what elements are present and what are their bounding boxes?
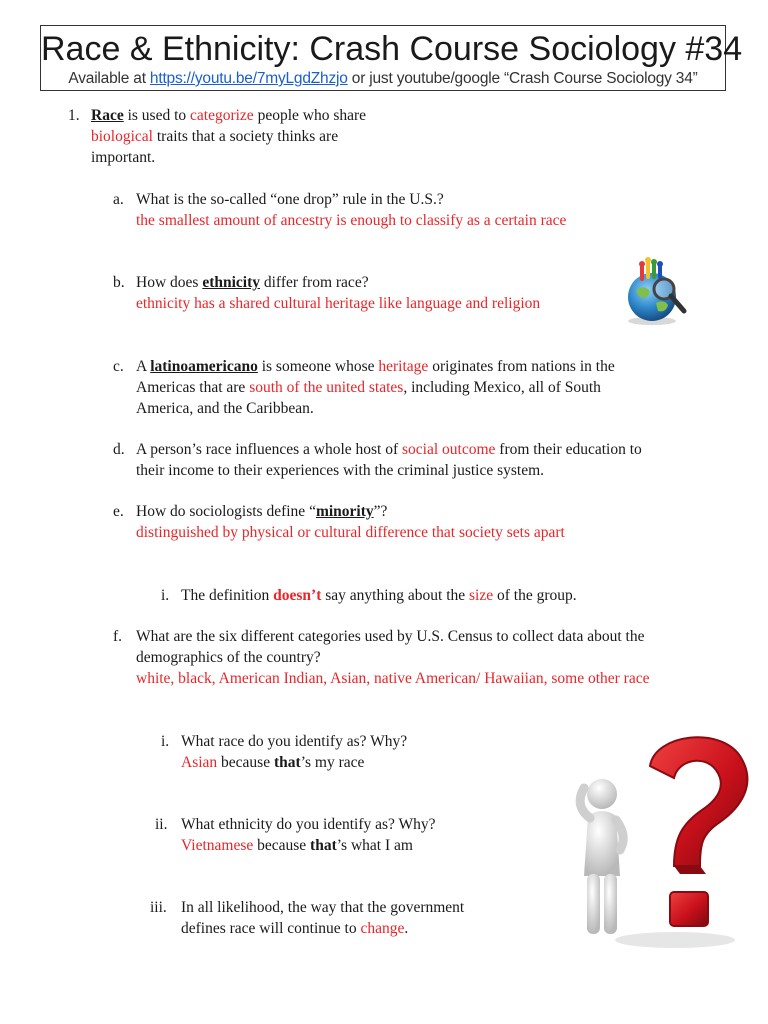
qd-text: from their education to <box>495 441 642 458</box>
qe-question <box>136 501 387 522</box>
qf-iii-line1: In all likelihood, the way that the government <box>181 899 465 916</box>
q1-text: people who share <box>253 107 367 124</box>
qc-line2 <box>136 377 601 398</box>
qf-i-text: because <box>217 754 274 771</box>
qf-ii-answer <box>181 835 413 856</box>
answer-south: south of the united states <box>249 379 404 396</box>
q1-line1 <box>91 105 366 126</box>
video-link[interactable]: https://youtu.be/7myLgdZhzjo <box>149 70 348 87</box>
answer-heritage: heritage <box>378 358 429 375</box>
answer-size: size <box>469 587 494 604</box>
qf-i-answer <box>181 752 364 773</box>
globe-magnifier-icon <box>622 255 688 327</box>
qc-text: , including Mexico, all of South <box>403 379 601 396</box>
qa-answer: the smallest amount of ancestry is enough to classify as a certain race <box>136 212 567 229</box>
qf-iii-marker: iii. <box>150 899 167 916</box>
term-race: Race <box>91 107 124 124</box>
qa-marker: a. <box>113 191 124 208</box>
qe-sub-line <box>181 585 577 606</box>
qf-ii-bold: that <box>310 837 337 854</box>
answer-social-outcome: social outcome <box>402 441 496 458</box>
availability-line <box>41 70 725 88</box>
answer-doesnt: doesn’t <box>273 587 322 604</box>
term-minority: minority <box>315 503 374 520</box>
term-ethnicity: ethnicity <box>202 274 260 291</box>
avail-suffix: or just youtube/google “Crash Course Sociology 34” <box>347 70 698 87</box>
qb-marker: b. <box>113 274 125 291</box>
qe-marker: e. <box>113 503 124 520</box>
qe-text: How do sociologists define “ <box>136 503 316 520</box>
qd-text: A person’s race influences a whole host of <box>136 441 403 458</box>
answer-biological: biological <box>91 128 153 145</box>
qf-ii-text: because <box>253 837 311 854</box>
answer-change: change <box>360 920 405 937</box>
qf-i-text: ’s my race <box>300 754 365 771</box>
term-latinoamericano: latinoamericano <box>150 358 258 375</box>
q1-text: traits that a society thinks are <box>153 128 339 145</box>
qf-iii-text: defines race will continue to <box>181 920 361 937</box>
qd-marker: d. <box>113 441 125 458</box>
qf-ii-text: ’s what I am <box>336 837 413 854</box>
qa-question: What is the so-called “one drop” rule in the U.S.? <box>136 191 444 208</box>
qe-text: ”? <box>373 503 388 520</box>
qb-text: How does <box>136 274 203 291</box>
qf-answer: white, black, American Indian, Asian, native American/ Hawaiian, some other race <box>136 670 650 687</box>
qf-marker: f. <box>113 628 123 645</box>
answer-asian: Asian <box>181 754 218 771</box>
qe-sub-text: The definition <box>181 587 274 604</box>
avail-prefix: Available at <box>68 70 150 87</box>
answer-categorize: categorize <box>190 107 254 124</box>
q1-line3: important. <box>91 149 156 166</box>
qc-text: is someone whose <box>257 358 379 375</box>
qb-text: differ from race? <box>260 274 369 291</box>
qb-answer: ethnicity has a shared cultural heritage like language and religion <box>136 295 541 312</box>
q1-line2 <box>91 126 338 147</box>
qd-line2: their income to their experiences with the criminal justice system. <box>136 462 545 479</box>
qf-question-line2: demographics of the country? <box>136 649 321 666</box>
title-box <box>40 25 743 91</box>
qb-question <box>136 272 369 293</box>
qe-sub-text: say anything about the <box>321 587 470 604</box>
qf-ii-marker: ii. <box>155 816 168 833</box>
q1-text: is used to <box>123 107 191 124</box>
qe-sub-marker: i. <box>161 587 170 604</box>
question-mark-figure <box>570 726 768 952</box>
qc-line1 <box>136 356 615 377</box>
qe-answer: distinguished by physical or cultural difference that society sets apart <box>136 524 565 541</box>
qc-text: A <box>136 358 151 375</box>
qc-text: originates from nations in the <box>428 358 615 375</box>
qc-marker: c. <box>113 358 124 375</box>
qc-text: Americas that are <box>136 379 250 396</box>
qd-line1 <box>136 439 642 460</box>
qe-sub-text: of the group. <box>493 587 577 604</box>
qf-i-marker: i. <box>161 733 170 750</box>
qc-line3: America, and the Caribbean. <box>136 400 314 417</box>
answer-vietnamese: Vietnamese <box>181 837 254 854</box>
qf-ii-question: What ethnicity do you identify as? Why? <box>181 816 436 833</box>
qf-iii-text: . <box>404 920 409 937</box>
page-title: Race & Ethnicity: Crash Course Sociology #34 <box>41 30 743 68</box>
q1-number: 1. <box>68 107 80 124</box>
qf-question-line1: What are the six different categories used by U.S. Census to collect data about the <box>136 628 645 645</box>
qf-i-bold: that <box>273 754 301 771</box>
qf-iii-line2 <box>181 918 408 939</box>
qf-i-question: What race do you identify as? Why? <box>181 733 408 750</box>
